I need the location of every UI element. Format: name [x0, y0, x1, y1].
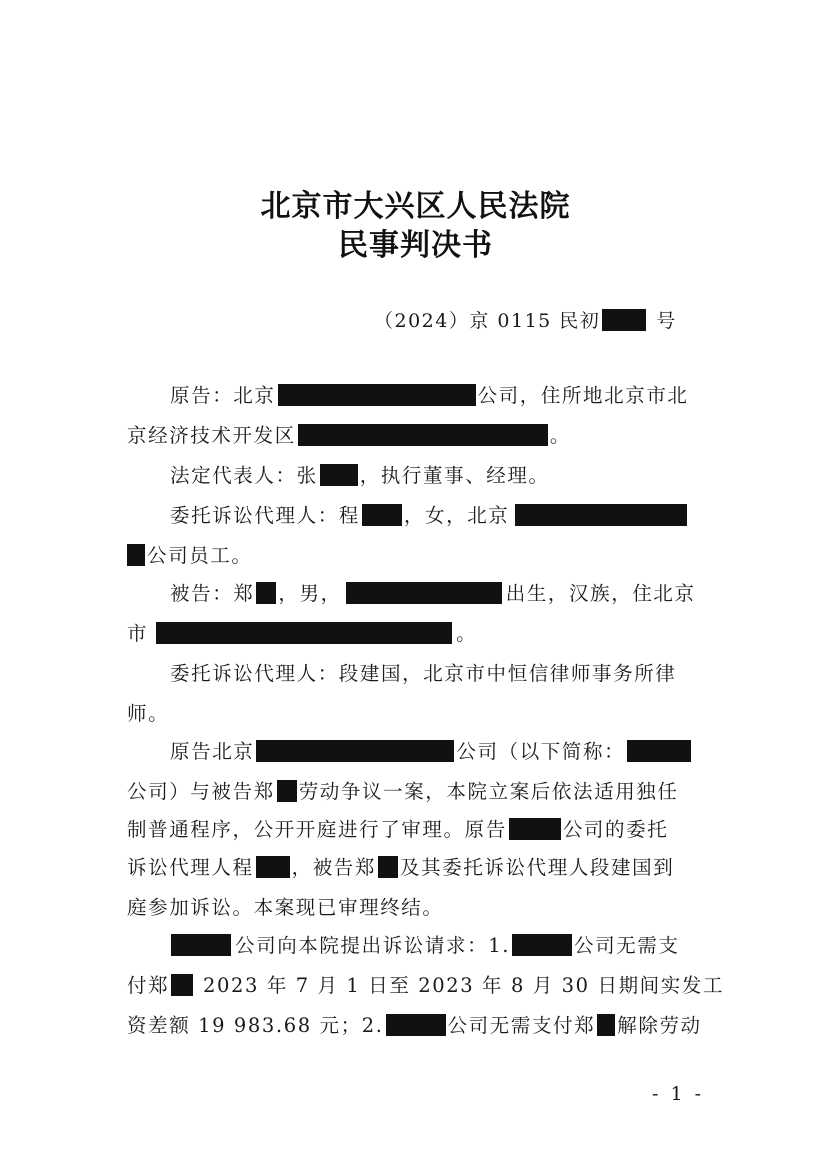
text-segment: ，女，北京 — [403, 504, 510, 527]
text-segment: ，执行董事、经理。 — [359, 464, 550, 487]
text-segment: 出生，汉族，住北京 — [505, 582, 696, 605]
text-segment: 及其委托诉讼代理人段建国到 — [400, 856, 675, 879]
text-segment: 2023 年 7 月 1 日至 2023 年 8 月 30 日期间实发工 — [195, 974, 725, 997]
text-segment: 被告：郑 — [170, 582, 255, 605]
redaction-bar — [277, 780, 297, 802]
case-number — [374, 306, 677, 333]
redaction-bar — [256, 740, 454, 762]
redaction-bar — [320, 464, 358, 486]
text-segment: 。 — [456, 622, 478, 645]
text-segment: 资差额 19 983.68 元；2. — [127, 1014, 384, 1037]
text-segment: 公司向本院提出诉讼请求：1. — [235, 934, 511, 957]
redaction-bar — [156, 622, 452, 644]
text-segment: 原告北京 — [170, 740, 255, 763]
text-segment: 公司员工。 — [147, 544, 253, 567]
redaction-bar — [627, 740, 691, 762]
redaction-bar — [346, 582, 502, 604]
redaction-bar — [512, 934, 572, 956]
text-segment: 公司）与被告郑 — [127, 780, 275, 803]
redaction-bar — [127, 544, 145, 566]
paragraph-line — [127, 777, 707, 807]
redaction-bar — [298, 424, 548, 446]
text-segment: 公司（以下简称： — [456, 740, 626, 763]
paragraph-line — [170, 659, 707, 689]
redaction-bar — [515, 504, 687, 526]
redaction-bar — [278, 384, 476, 406]
text-segment: 市 — [127, 622, 149, 645]
text-segment: 法定代表人：张 — [170, 464, 318, 487]
redaction-bar — [378, 856, 398, 878]
paragraph-line — [127, 893, 707, 923]
paragraph-line — [127, 853, 707, 883]
paragraph-line — [127, 541, 707, 571]
paragraph-line — [127, 421, 707, 451]
text-segment: 师。 — [127, 702, 170, 725]
text-segment: 庭参加诉讼。本案现已审理终结。 — [127, 896, 444, 919]
redaction-bar — [256, 856, 290, 878]
text-segment: 公司的委托 — [562, 818, 669, 841]
text-segment: 公司无需支 — [574, 934, 680, 957]
paragraph-line — [170, 381, 707, 411]
text-segment: 公司无需支付郑 — [447, 1014, 596, 1037]
text-segment: 。 — [549, 424, 571, 447]
text-segment: ，男， — [278, 582, 342, 605]
text-segment: 原告：北京 — [170, 384, 276, 407]
paragraph-line — [170, 501, 707, 531]
text-segment: 制普通程序，公开开庭进行了审理。原告 — [127, 818, 507, 841]
redaction-bar — [509, 818, 561, 840]
text-segment: 解除劳动 — [617, 1014, 702, 1037]
text-segment: 委托诉讼代理人：段建国，北京市中恒信律师事务所律 — [170, 662, 677, 685]
redaction-bar — [386, 1014, 446, 1036]
text-segment: 委托诉讼代理人：程 — [170, 504, 360, 527]
case-number-suffix: 号 — [656, 310, 677, 332]
redaction-bar — [597, 1014, 615, 1036]
paragraph-line — [127, 931, 707, 961]
text-segment: 诉讼代理人程 — [127, 856, 254, 879]
redaction-bar — [171, 934, 231, 956]
court-name-title: 北京市大兴区人民法院 — [260, 189, 571, 224]
redaction-bar — [171, 974, 193, 996]
case-number-prefix: （2024）京 0115 民初 — [374, 310, 601, 332]
paragraph-line — [127, 1011, 707, 1041]
text-segment: 付郑 — [127, 974, 170, 997]
paragraph-line — [127, 619, 707, 649]
paragraph-line — [127, 971, 725, 1001]
redaction-bar — [362, 504, 402, 526]
paragraph-line — [170, 737, 707, 767]
text-segment: 公司，住所地北京市北 — [477, 384, 689, 407]
text-segment: 劳动争议一案，本院立案后依法适用独任 — [298, 780, 679, 803]
paragraph-line — [127, 699, 707, 729]
document-type-title: 民事判决书 — [338, 228, 493, 263]
text-segment: 京经济技术开发区 — [127, 424, 296, 447]
redaction-bar — [602, 309, 646, 331]
paragraph-line — [170, 461, 707, 491]
redaction-bar — [256, 582, 276, 604]
paragraph-line — [170, 579, 707, 609]
page-number: - 1 - — [652, 1083, 705, 1105]
text-segment: ，被告郑 — [291, 856, 377, 879]
paragraph-line — [127, 815, 707, 845]
